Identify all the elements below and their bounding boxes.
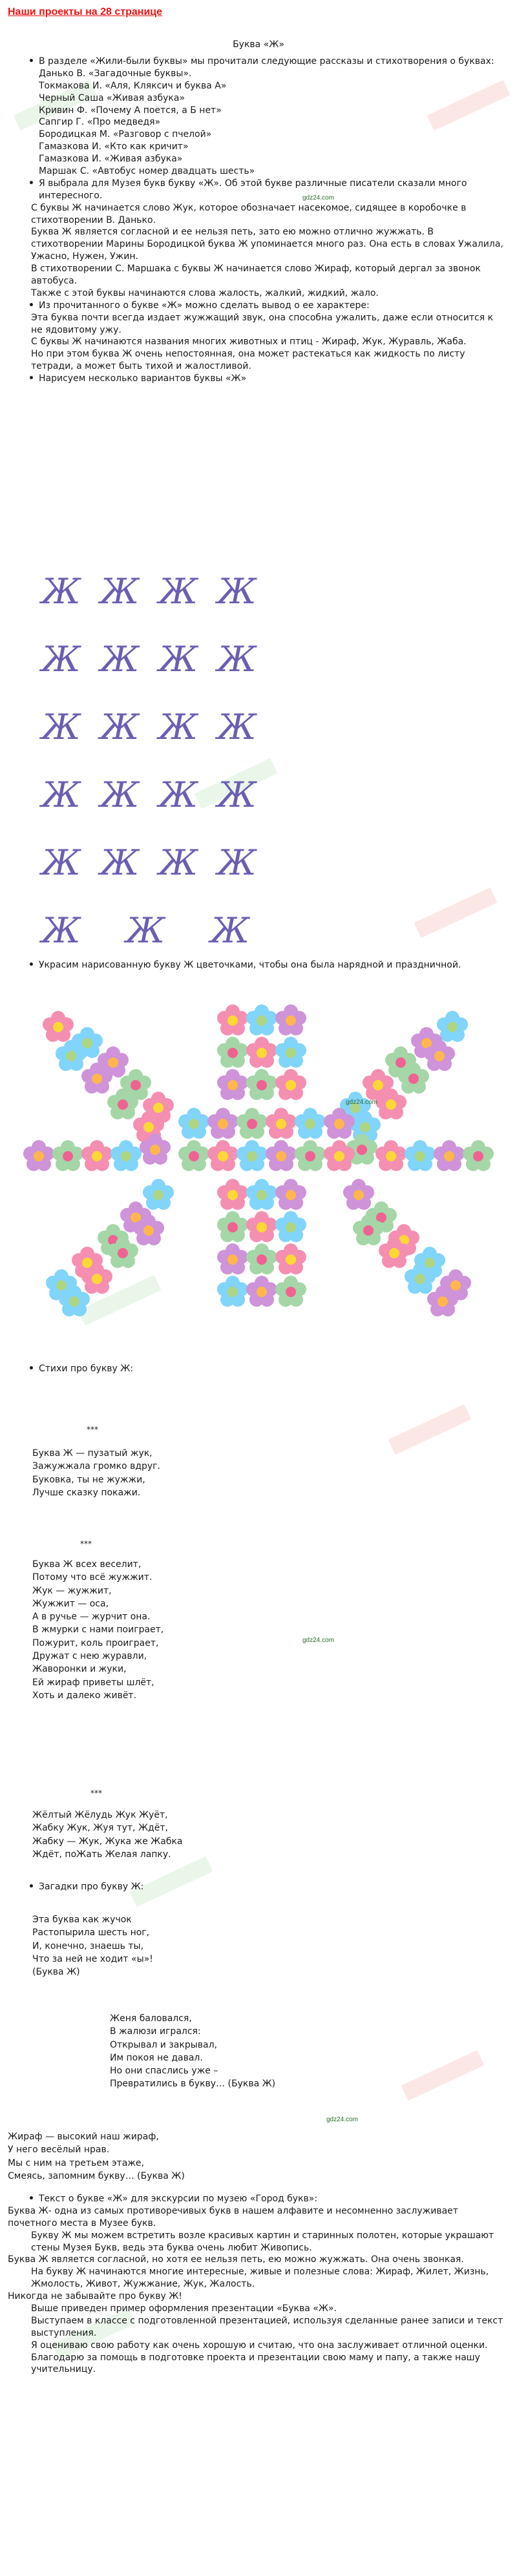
riddle-1 bbox=[32, 1913, 153, 1979]
script-letter: Ж bbox=[158, 707, 218, 747]
paragraph: Эта буква почти всегда издает жужжащий звук, она способна ужалить, даже если относится к не ядовитому ужу. bbox=[31, 312, 494, 335]
list-item: Сапгир Г. «Про медведя» bbox=[39, 117, 161, 128]
riddle-line: И, конечно, знаешь ты, bbox=[32, 1940, 144, 1951]
poem-line: Буква Ж — пузатый жук, bbox=[32, 1448, 153, 1459]
poem-line: Буковка, ты не жужжи, bbox=[32, 1474, 145, 1485]
stars-divider: *** bbox=[87, 1425, 98, 1434]
poem-line: Пожурит, коль проиграет, bbox=[32, 1637, 159, 1648]
intro-section bbox=[8, 56, 507, 385]
watermark: gdz24.com bbox=[326, 2116, 358, 2123]
draw-bullet: • Нарисуем несколько вариантов буквы «Ж» bbox=[8, 373, 507, 385]
poem-line: Зажужжала громко вдруг. bbox=[32, 1461, 160, 1472]
script-letter: Ж bbox=[41, 639, 100, 680]
script-letter: Ж bbox=[217, 707, 276, 747]
riddle-line: Открывал и закрывал, bbox=[110, 2039, 217, 2050]
doc-title: Буква «Ж» bbox=[233, 39, 284, 50]
paragraph: С буквы Ж начинается слово Жук, которое обозначает насекомое, сидящее в коробочке в стихотворении В. Данько. bbox=[31, 202, 467, 225]
script-letter: Ж bbox=[217, 571, 276, 612]
poem-line: Жабку Жук, Жуя тут, Ждёт, bbox=[32, 1823, 168, 1834]
paragraph: На букву Ж начинаются многие интересные, живые и полезные слова: Жираф, Жилет, Жизнь, Жмолость, Живот, Жужжание, Жук, Жалость. bbox=[31, 2267, 489, 2290]
paragraph: С буквы Ж начинаются названия многих животных и птиц - Жираф, Жук, Журавль, Жаба. bbox=[31, 337, 467, 348]
riddle-line: Женя баловался, bbox=[110, 2013, 192, 2024]
poems-heading bbox=[8, 1363, 507, 1375]
paragraph: Благодарю за помощь в подготовке проекта и презентации свою маму и папу, а также нашу учительницу. bbox=[31, 2352, 480, 2375]
poem-line: Жужжит — оса, bbox=[32, 1598, 109, 1609]
list-item: Маршак С. «Автобус номер двадцать шесть» bbox=[39, 166, 255, 177]
riddle-line: Жираф — высокий наш жираф, bbox=[8, 2132, 159, 2142]
poem-1 bbox=[32, 1447, 160, 1499]
script-row bbox=[41, 840, 276, 887]
script-row bbox=[41, 772, 276, 819]
decorate-bullet: • Украсим нарисованную букву Ж цветочками, чтобы она была нарядной и праздничной. bbox=[8, 959, 507, 971]
script-letter: Ж bbox=[100, 707, 159, 747]
list-item: Черный Саша «Живая азбука» bbox=[39, 92, 185, 103]
decorate-section bbox=[8, 959, 507, 971]
watermark: gdz24.com bbox=[302, 1637, 334, 1644]
choice-bullet: • Я выбрала для Музея букв букву «Ж». Об этой букве различные писатели сказали много интересного. bbox=[8, 178, 507, 202]
poems-bullet: • Стихи про букву Ж: bbox=[8, 1363, 507, 1375]
list-item: Данько В. «Загадочные буквы». bbox=[39, 68, 192, 79]
list-item: Токмакова И. «Аля, Кляксич и буква А» bbox=[39, 80, 227, 91]
riddle-line: Но они спаслись уже – bbox=[110, 2066, 218, 2077]
script-row bbox=[41, 908, 295, 955]
riddle-line: У него весёлый нрав. bbox=[8, 2145, 110, 2155]
script-letter: Ж bbox=[100, 639, 159, 680]
list-item: Кривин Ф. «Почему А поется, а Б нет» bbox=[39, 105, 222, 116]
riddle-line: (Буква Ж) bbox=[32, 1967, 80, 1978]
poem-line: Лучше сказку покажи. bbox=[32, 1487, 141, 1498]
paragraph: Буква Ж является согласной, но хотя ее нельзя петь, ею можно жужжать. Она очень звонкая. bbox=[8, 2254, 464, 2265]
list-item: Гамазкова И. «Кто как кричит» bbox=[39, 141, 189, 152]
script-row bbox=[41, 704, 276, 751]
paragraph: Выступаем в классе с подготовленной презентацией, используя сделанные ранее записи и текст выступления. bbox=[31, 2315, 503, 2338]
riddle-line: Что за ней не ходит «ы»! bbox=[32, 1953, 153, 1964]
riddles-bullet: • Загадки про букву Ж: bbox=[8, 1881, 507, 1893]
stars-divider: *** bbox=[90, 1789, 102, 1798]
script-letter: Ж bbox=[100, 774, 159, 815]
riddle-line: Мы с ним на третьем этаже, bbox=[8, 2157, 144, 2168]
riddle-2 bbox=[110, 2012, 381, 2091]
script-letter: Ж bbox=[210, 910, 295, 951]
riddle-3 bbox=[8, 2130, 185, 2183]
poem-2 bbox=[32, 1558, 164, 1702]
script-letter: Ж bbox=[158, 571, 218, 612]
poem-line: Ждёт, поЖать Желая лапку. bbox=[32, 1849, 171, 1860]
paragraph: Никогда не забывайте про букву Ж! bbox=[8, 2291, 182, 2302]
list-item: Бородицкая М. «Разговор с пчелой» bbox=[39, 129, 212, 140]
riddle-line: Эта буква как жучок bbox=[32, 1915, 132, 1925]
script-row bbox=[41, 636, 276, 683]
riddle-line: Смеясь, запомним букву… (Буква Ж) bbox=[8, 2170, 185, 2181]
script-letter: Ж bbox=[125, 910, 211, 951]
script-letter: Ж bbox=[41, 774, 100, 815]
poem-line: Ей жираф приветы шлёт, bbox=[32, 1677, 154, 1688]
poem-line: Хоть и далеко живёт. bbox=[32, 1690, 137, 1701]
flower-letter-illustration bbox=[0, 982, 517, 1344]
poem-line: Буква Ж всех веселит, bbox=[32, 1559, 142, 1570]
paragraph: Также с этой буквы начинаются слова жалость, жалкий, жидкий, жало. bbox=[31, 287, 379, 298]
final-section bbox=[8, 2193, 507, 2376]
script-row bbox=[41, 568, 276, 616]
watermark: gdz24.com bbox=[346, 1099, 377, 1106]
paragraph: Я оцениваю свою работу как очень хорошую и считаю, что она заслуживает отличной оценки. bbox=[31, 2340, 488, 2351]
script-letter: Ж bbox=[41, 707, 100, 747]
script-letter: Ж bbox=[217, 842, 276, 883]
script-letter: Ж bbox=[100, 842, 159, 883]
riddle-line: Превратились в букву… (Буква Ж) bbox=[110, 2079, 276, 2090]
script-letter: Ж bbox=[217, 774, 276, 815]
riddles-heading bbox=[8, 1881, 507, 1893]
script-letter: Ж bbox=[158, 774, 218, 815]
poem-line: Жук — жужжит, bbox=[32, 1585, 112, 1596]
script-letter: Ж bbox=[217, 639, 276, 680]
riddle-line: В жалюзи игрался: bbox=[110, 2026, 201, 2037]
riddle-line: Им покоя не давал. bbox=[110, 2052, 203, 2063]
works-list bbox=[8, 68, 507, 178]
watermark: gdz24.com bbox=[302, 194, 334, 202]
script-letter: Ж bbox=[41, 842, 100, 883]
poem-line: А в ручье — журчит она. bbox=[32, 1612, 151, 1623]
poem-3 bbox=[32, 1809, 183, 1861]
intro-bullet: • В разделе «Жили-были буквы» мы прочитали следующие рассказы и стихотворения о буквах: bbox=[8, 56, 507, 68]
poem-line: Жаворонки и жуки, bbox=[32, 1664, 127, 1675]
stars-divider: *** bbox=[80, 1539, 92, 1548]
paragraph: В стихотворении С. Маршака с буквы Ж начинается слово Жираф, который дергал за звонок автобуса. bbox=[31, 264, 481, 287]
text-bullet: • Текст о букве «Ж» для экскурсии по музею «Город букв»: bbox=[8, 2193, 507, 2205]
poem-line: Дружат с нею журавли, bbox=[32, 1651, 147, 1662]
poem-line: Жабку — Жук, Жука же Жабка bbox=[32, 1836, 183, 1847]
riddle-line: Растопырила шесть ног, bbox=[32, 1927, 150, 1938]
paragraph: Буква Ж является согласной и ее нельзя петь, зато ею можно отлично жужжать. В стихотворении Марины Бородицкой буква Ж упоминается много раз. Она есть в словах Ужалила, Ужасно, Нужен, Ужин. bbox=[31, 227, 503, 262]
script-letter: Ж bbox=[41, 910, 126, 951]
poem-line: Потому что всё жужжит. bbox=[32, 1572, 153, 1583]
script-letter: Ж bbox=[158, 842, 218, 883]
script-letter: Ж bbox=[158, 639, 218, 680]
conclusion-bullet: • Из прочитанного о букве «Ж» можно сделать вывод о ее характере: bbox=[8, 300, 507, 312]
list-item: Гамазкова И. «Живая азбука» bbox=[39, 154, 183, 165]
script-letter: Ж bbox=[41, 571, 100, 612]
poem-line: Жёлтый Жёлудь Жук Жуёт, bbox=[32, 1810, 168, 1820]
paragraph: Буква Ж- одна из самых противоречивых букв в нашем алфавите и несомненно заслуживает почетного места в Музее букв. bbox=[8, 2205, 458, 2228]
projects-link[interactable]: Наши проекты на 28 странице bbox=[8, 6, 163, 17]
paragraph: Но при этом буква Ж очень непостоянная, она может растекаться как жидкость по листу тетради, а может быть тихой и жалостливой. bbox=[31, 349, 465, 372]
poem-line: В жмурки с нами поиграет, bbox=[32, 1625, 164, 1636]
paragraph: Выше приведен пример оформления презентации «Буква «Ж». bbox=[31, 2303, 337, 2314]
paragraph: Букву Ж мы можем встретить возле красивых картин и старинных полотен, которые украшают стены Музея Букв, ведь эта буква очень любит Живопись. bbox=[31, 2230, 494, 2253]
script-letter: Ж bbox=[100, 571, 159, 612]
